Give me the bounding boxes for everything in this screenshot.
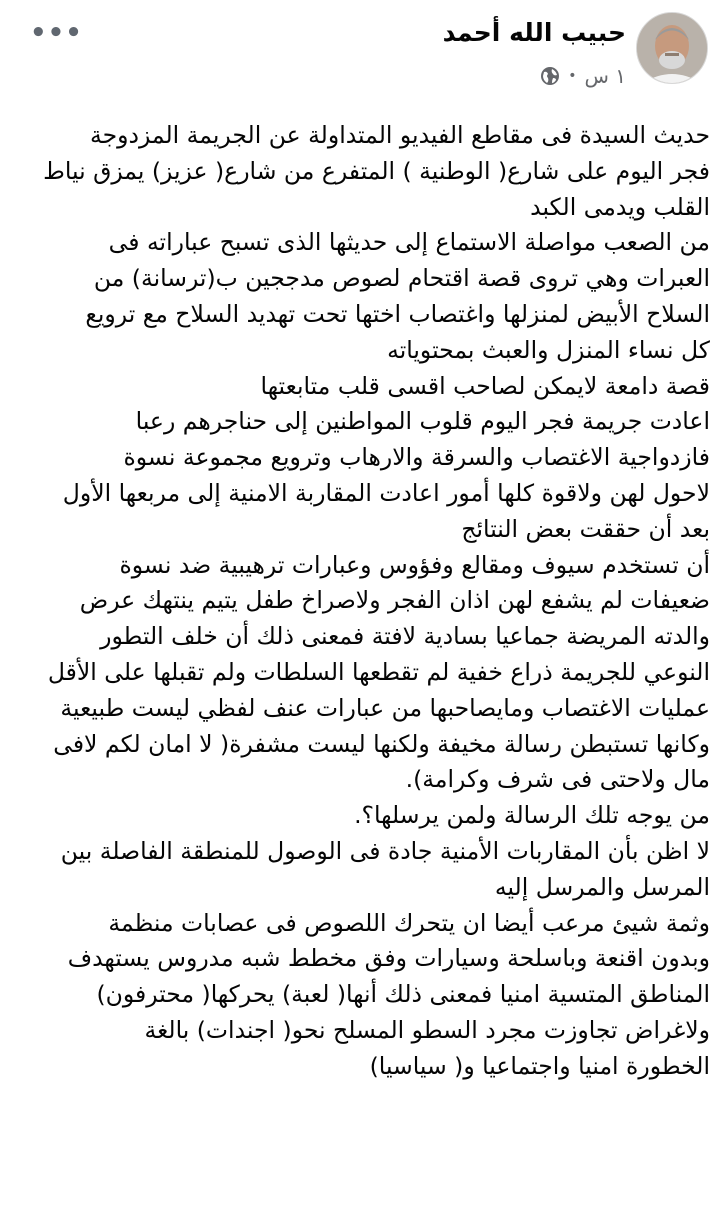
avatar-photo bbox=[637, 13, 707, 83]
post-text-line: المناطق المتسية امنيا فمعنى ذلك أنها( لعبة) يحركها( محترفون) bbox=[96, 980, 710, 1009]
globe-icon[interactable] bbox=[540, 66, 560, 86]
post-text-line: ضعيفات لم يشفع لهن اذان الفجر ولاصراخ طفل يتيم ينتهك عرض bbox=[79, 586, 710, 615]
post-text-line: الخطورة امنيا واجتماعيا و( سياسيا) bbox=[369, 1051, 710, 1080]
post-meta bbox=[540, 64, 626, 88]
post-text-line: من الصعب مواصلة الاستماع إلى حديثها الذى تسبح عباراته فى bbox=[108, 228, 710, 257]
post-text-line: النوعي للجريمة ذراع خفية لم تقطعها السلطات ولم تقبلها على الأقل bbox=[47, 657, 710, 686]
post-text-line: وبدون اقنعة وباسلحة وسيارات وفق مخطط شبه مدروس يستهدف bbox=[67, 944, 710, 973]
post-text-line: المرسل والمرسل إليه bbox=[494, 872, 710, 901]
post-text-line: لا اظن بأن المقاربات الأمنية جادة فى الوصول للمنطقة الفاصلة بين bbox=[60, 836, 710, 865]
post-text-line: أن تستخدم سيوف ومقالع وفؤوس وعبارات ترهيبية ضد نسوة bbox=[119, 550, 710, 579]
post-text-line: مال ولاحتى فى شرف وكرامة). bbox=[405, 765, 710, 794]
post-text-line: العبرات وهي تروى قصة اقتحام لصوص مدججين ب(ترسانة) من bbox=[93, 264, 710, 293]
post-text-line: والدته المريضة جماعيا بسادية لافتة فمعنى ذلك أن خلف التطور bbox=[100, 622, 710, 651]
post-text-line: وثمة شيئ مرعب أيضا ان يتحرك اللصوص فى عصابات منظمة bbox=[108, 908, 710, 937]
post-text-line: فازدواجية الاغتصاب والسرقة والارهاب وترويع مجموعة نسوة bbox=[123, 443, 710, 472]
more-options-icon[interactable]: ••• bbox=[30, 18, 83, 48]
post-text-line: بعد أن حققت بعض النتائج bbox=[461, 514, 710, 543]
post-text-line: عمليات الاغتصاب ومايصاحبها من عبارات عنف لفظي ليست طبيعية bbox=[60, 693, 710, 722]
post-text-line: من يوجه تلك الرسالة ولمن يرسلها؟. bbox=[354, 801, 710, 830]
post-text-line: حديث السيدة فى مقاطع الفيديو المتداولة عن الجريمة المزدوجة bbox=[90, 121, 710, 149]
author-avatar[interactable] bbox=[636, 12, 708, 84]
post-text-line: قصة دامعة لايمكن لصاحب اقسى قلب متابعتها bbox=[260, 371, 710, 400]
post-text bbox=[10, 118, 710, 1085]
post-time[interactable]: ١ س bbox=[584, 64, 626, 88]
author-name[interactable]: حبيب الله أحمد bbox=[442, 18, 626, 47]
meta-separator: • bbox=[568, 68, 577, 84]
post-text-line: كل نساء المنزل والعبث بمحتوياته bbox=[387, 335, 710, 364]
post-header bbox=[0, 0, 720, 100]
post-text-line: فجر اليوم على شارع( الوطنية ) المتفرع من شارع( عزيز) يمزق نياط bbox=[43, 156, 710, 185]
post-text-line: لاحول لهن ولاقوة كلها أمور اعادت المقاربة الامنية إلى مربعها الأول bbox=[62, 478, 710, 507]
post-text-line: السلاح الأبيض لمنزلها واغتصاب اختها تحت تهديد السلاح مع ترويع bbox=[85, 299, 710, 328]
post-text-line: القلب ويدمى الكبد bbox=[530, 192, 710, 221]
post-text-line: ولاغراض تجاوزت مجرد السطو المسلح نحو( اجندات) بالغة bbox=[144, 1015, 710, 1044]
post-text-line: وكانها تستبطن رسالة مخيفة ولكنها ليست مشفرة( لا امان لكم لافى bbox=[53, 729, 710, 758]
post-text-line: اعادت جريمة فجر اليوم قلوب المواطنين إلى حناجرهم رعبا bbox=[135, 407, 710, 436]
